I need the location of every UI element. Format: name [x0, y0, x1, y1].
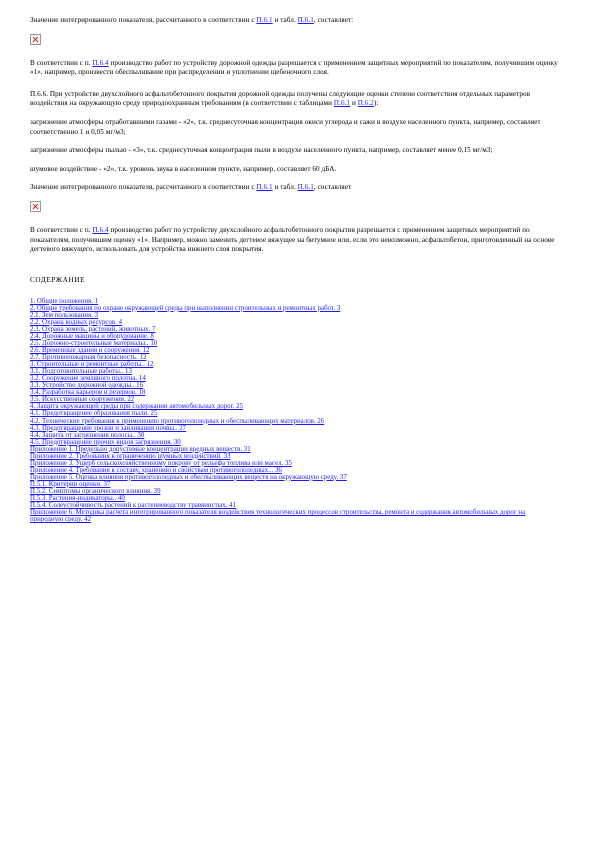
- toc-link[interactable]: 2.4. Дорожные машины и оборудование. 8: [30, 332, 154, 340]
- paragraph-asphalt: В соответствии с п. П.6.4 производство работ по устройству двухслойного асфальтобетонного покрытия разрешается с применением защитных мероприятий по показателям, получившим оценку «1». Например, можно заменить дегтевое вяжущее на битумное или, если это невозможно, асфальтобетон, приготовленный на основе дегтевого вяжущего, использовать для устройства нижнего слоя покрытия.: [30, 225, 555, 254]
- link-p61[interactable]: П.6.1: [256, 183, 273, 192]
- link-table-p61[interactable]: П.6.1: [333, 99, 351, 108]
- toc-link[interactable]: Приложение 4. Требования к составу, хранению и свойствам противогололедных... 36: [30, 466, 282, 474]
- toc-link[interactable]: 4.5. Предотвращение прочих видов загрязнения. 30: [30, 438, 181, 446]
- toc-link[interactable]: 4.4. Защита от загрязнения полосы.. 30: [30, 431, 145, 439]
- toc-link[interactable]: Приложение 3. Ущерб сельскохозяйственному покрову от рельефа топлива или масел. 35: [30, 459, 292, 467]
- broken-image-icon: [30, 201, 41, 212]
- toc-link[interactable]: 2.5. Дорожно-строительные материалы.. 10: [30, 340, 158, 347]
- link-table-p61[interactable]: П.6.1: [297, 183, 314, 192]
- paragraph-noise: шумовое воздействие - «2», т.к. уровень звука в населенном пункте, например, составляет 60 дБА.: [30, 164, 337, 173]
- broken-image-icon: [30, 34, 41, 45]
- page-content: [30, 16, 562, 523]
- toc-link[interactable]: 3. Строительные и ремонтные работы.. 12: [30, 361, 154, 369]
- toc-link[interactable]: 2.3. Охрана земель, растений, животных. 7: [30, 325, 156, 333]
- toc-link[interactable]: Приложение 6. Методика расчета интегрированного показателя воздействия технологических процессов строительства, ремонта и содержания автомобильных дорог на природную среду. 42: [30, 509, 526, 524]
- paragraph-integrated-value: Значение интегрированного показателя, рассчитанного в соответствии с П.6.1 и табл. П.6.1, составляет:: [30, 16, 354, 24]
- toc-link[interactable]: 3.2. Сооружение земляного полотна. 14: [30, 375, 146, 383]
- toc-link[interactable]: 3.5. Искусственные сооружения. 22: [30, 396, 135, 404]
- toc-link[interactable]: 3.1. Подготовительные работы.. 13: [30, 368, 132, 376]
- toc-link[interactable]: П.5.1. Критерии оценки. 37: [30, 480, 111, 488]
- toc-link[interactable]: 2. Общие требования по охране окружающей среды при выполнении строительных и ремонтных работ. 3: [30, 304, 341, 312]
- paragraph-integrated-value-2: Значение интегрированного показателя, рассчитанного в соответствии с П.6.1 и табл. П.6.1, составляет: [30, 183, 352, 192]
- table-of-contents: [30, 298, 562, 524]
- toc-link[interactable]: 2.1. Зем пользования. 3: [30, 311, 99, 319]
- paragraph-dust: загрязнение атмосферы пылью - «3», т.к. среднесуточная концентрация пыли в воздухе населенного пункта, например, составляет менее 0,15 мг/м3;: [30, 146, 493, 155]
- toc-link[interactable]: Приложение 5. Оценка влияния противогололедных и обеспыливающих веществ на окружающую среду. 37: [30, 473, 347, 481]
- toc-link[interactable]: 2.2. Охрана водных ресурсов. 4: [30, 318, 123, 326]
- paragraph-p66: П.6.6. При устройстве двухслойного асфальтобетонного покрытия дорожной одежды получены следующие оценки степени соответствия отдельных параметров воздействия на окружающую среду природоохранным требованиям (в соответствии с таблицами П.6.1 и П.6.2):: [30, 89, 531, 108]
- link-p61[interactable]: П.6.1: [256, 16, 273, 24]
- paragraph-exhaust-gases: загрязнение атмосферы отработавшими газами - «2», т.к. среднесуточная концентрация окиси углерода и сажи в воздухе населенного пункта, например, составляет соответственно 1 и 0,05 мг/м3;: [30, 117, 541, 136]
- toc-link[interactable]: 2.6. Временные здания и сооружения. 12: [30, 347, 150, 355]
- toc-heading: СОДЕРЖАНИЕ: [30, 275, 86, 284]
- toc-link[interactable]: 3.4. Разработка карьеров и резервов. 18: [30, 389, 146, 397]
- toc-link[interactable]: П.5.2. Симптомы органического влияния. 39: [30, 487, 161, 495]
- toc-link[interactable]: 4. Защита окружающей среды при содержании автомобильных дорог. 25: [30, 403, 243, 411]
- toc-link[interactable]: 4.2. Технические требования к применению противогололедных и обеспыливающих материалов. 26: [30, 417, 325, 425]
- toc-link[interactable]: 2.7. Противопожарная безопасность. 12: [30, 354, 147, 362]
- toc-link[interactable]: П.5.3. Растения-индикаторы.. 40: [30, 495, 125, 503]
- toc-link[interactable]: 3.3. Устройство дорожной одежды.. 16: [30, 382, 144, 390]
- paragraph-dorozhnaya-odezhda: В соответствии с п. П.6.4 производство работ по устройству дорожной одежды разрешается с применением защитных мероприятий по показателям, получившим оценку «1», например, произвести обеспыливание при распределении и уплотнении щебеночного слоя.: [30, 58, 558, 77]
- toc-link[interactable]: 4.3. Предотвращение эрозии и заиливания почвы.. 27: [30, 424, 187, 432]
- toc-link[interactable]: П.5.4. Солеустойчивость растений к растениеводству травянистых. 41: [30, 502, 237, 510]
- toc-link[interactable]: Приложение 2. Требования к ограничению шумных воздействий. 33: [30, 452, 231, 460]
- toc-link[interactable]: 4.1. Предотвращение образования пыли. 25: [30, 410, 158, 418]
- link-p64[interactable]: П.6.4: [92, 225, 109, 234]
- toc-link[interactable]: Приложение 1. Предельно допустимые концентрации вредных веществ. 31: [30, 445, 251, 453]
- link-table-p61[interactable]: П.6.1: [297, 16, 314, 24]
- toc-link[interactable]: 1. Общие положения. 1: [30, 297, 99, 305]
- link-p64[interactable]: П.6.4: [92, 58, 109, 67]
- link-table-p62[interactable]: П.6.2: [357, 99, 374, 108]
